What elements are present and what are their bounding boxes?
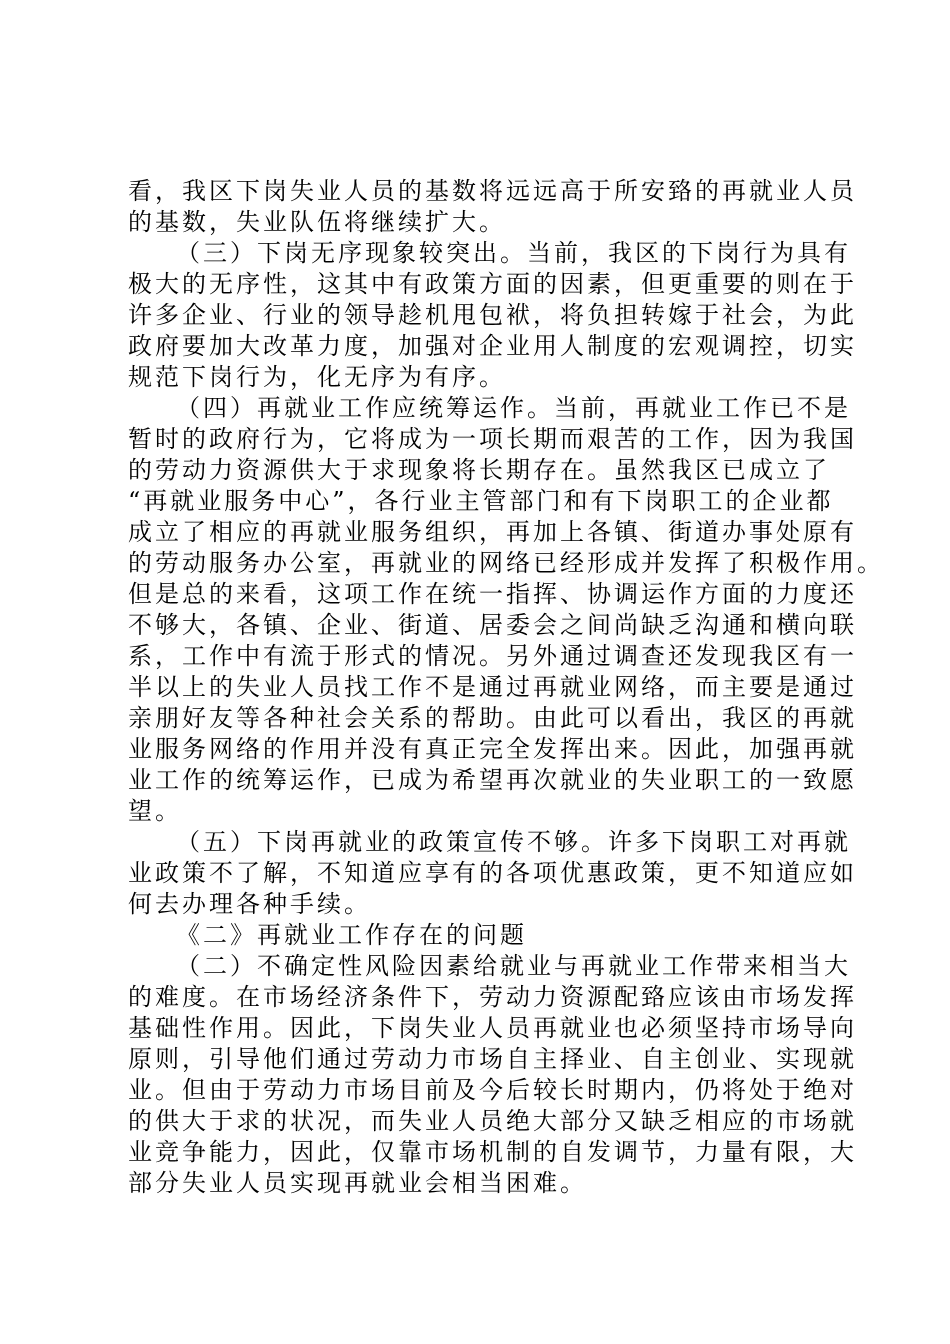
text-line: 不够大，各镇、企业、街道、居委会之间尚缺乏沟通和横向联: [128, 611, 857, 639]
text-line: 原则，引导他们通过劳动力市场自主择业、自主创业、实现就: [128, 1045, 857, 1073]
paragraph: [128, 827, 857, 920]
text-line: （三）下岗无序现象较突出。当前，我区的下岗行为具有: [176, 239, 851, 267]
text-line: 望。: [128, 797, 182, 825]
text-line: 业政策不了解，不知道应享有的各项优惠政策，更不知道应如: [128, 859, 857, 887]
text-line: 部分失业人员实现再就业会相当困难。: [128, 1169, 587, 1197]
text-line: 业工作的统筹运作，已成为希望再次就业的失业职工的一致愿: [128, 766, 857, 794]
document-body: [128, 176, 884, 1199]
text-line: （二）不确定性风险因素给就业与再就业工作带来相当大: [176, 952, 851, 980]
paragraph: [128, 393, 884, 827]
text-line: 业。但由于劳动力市场目前及今后较长时期内，仍将处于绝对: [128, 1076, 857, 1104]
text-line: 亲朋好友等各种社会关系的帮助。由此可以看出，我区的再就: [128, 704, 857, 732]
paragraph: [128, 238, 857, 393]
text-line: 基础性作用。因此，下岗失业人员再就业也必须坚持市场导向: [128, 1014, 857, 1042]
paragraph: [128, 951, 857, 1199]
text-line: 看，我区下岗失业人员的基数将远远高于所安臵的再就业人员: [128, 177, 857, 205]
paragraph: [128, 920, 838, 951]
text-line: 的劳动力资源供大于求现象将长期存在。虽然我区已成立了: [128, 456, 830, 484]
text-line: 的劳动服务办公室，再就业的网络已经形成并发挥了积极作用。: [128, 549, 884, 577]
text-line: （五）下岗再就业的政策宣传不够。许多下岗职工对再就: [176, 828, 851, 856]
text-line: “再就业服务中心”，各行业主管部门和有下岗职工的企业都: [128, 487, 834, 515]
text-line: 成立了相应的再就业服务组织，再加上各镇、街道办事处原有: [128, 518, 857, 546]
text-line: （四）再就业工作应统筹运作。当前，再就业工作已不是: [176, 394, 851, 422]
text-line: 暂时的政府行为，它将成为一项长期而艰苦的工作，因为我国: [128, 425, 857, 453]
text-line: 许多企业、行业的领导趁机甩包袱，将负担转嫁于社会，为此: [128, 301, 857, 329]
paragraph: [128, 176, 857, 238]
text-line: 极大的无序性，这其中有政策方面的因素，但更重要的则在于: [128, 270, 857, 298]
text-line: 何去办理各种手续。: [128, 890, 371, 918]
text-line: 业竞争能力，因此，仅靠市场机制的自发调节，力量有限，大: [128, 1138, 857, 1166]
text-line: 但是总的来看，这项工作在统一指挥、协调运作方面的力度还: [128, 580, 857, 608]
text-line: 的基数，失业队伍将继续扩大。: [128, 208, 506, 236]
text-line: 系，工作中有流于形式的情况。另外通过调查还发现我区有一: [128, 642, 857, 670]
text-line: 半以上的失业人员找工作不是通过再就业网络，而主要是通过: [128, 673, 857, 701]
text-line: 规范下岗行为，化无序为有序。: [128, 363, 506, 391]
text-line: 《二》再就业工作存在的问题: [176, 921, 527, 949]
text-line: 政府要加大改革力度，加强对企业用人制度的宏观调控，切实: [128, 332, 857, 360]
text-line: 的供大于求的状况，而失业人员绝大部分又缺乏相应的市场就: [128, 1107, 857, 1135]
text-line: 业服务网络的作用并没有真正完全发挥出来。因此，加强再就: [128, 735, 857, 763]
text-line: 的难度。在市场经济条件下，劳动力资源配臵应该由市场发挥: [128, 983, 857, 1011]
